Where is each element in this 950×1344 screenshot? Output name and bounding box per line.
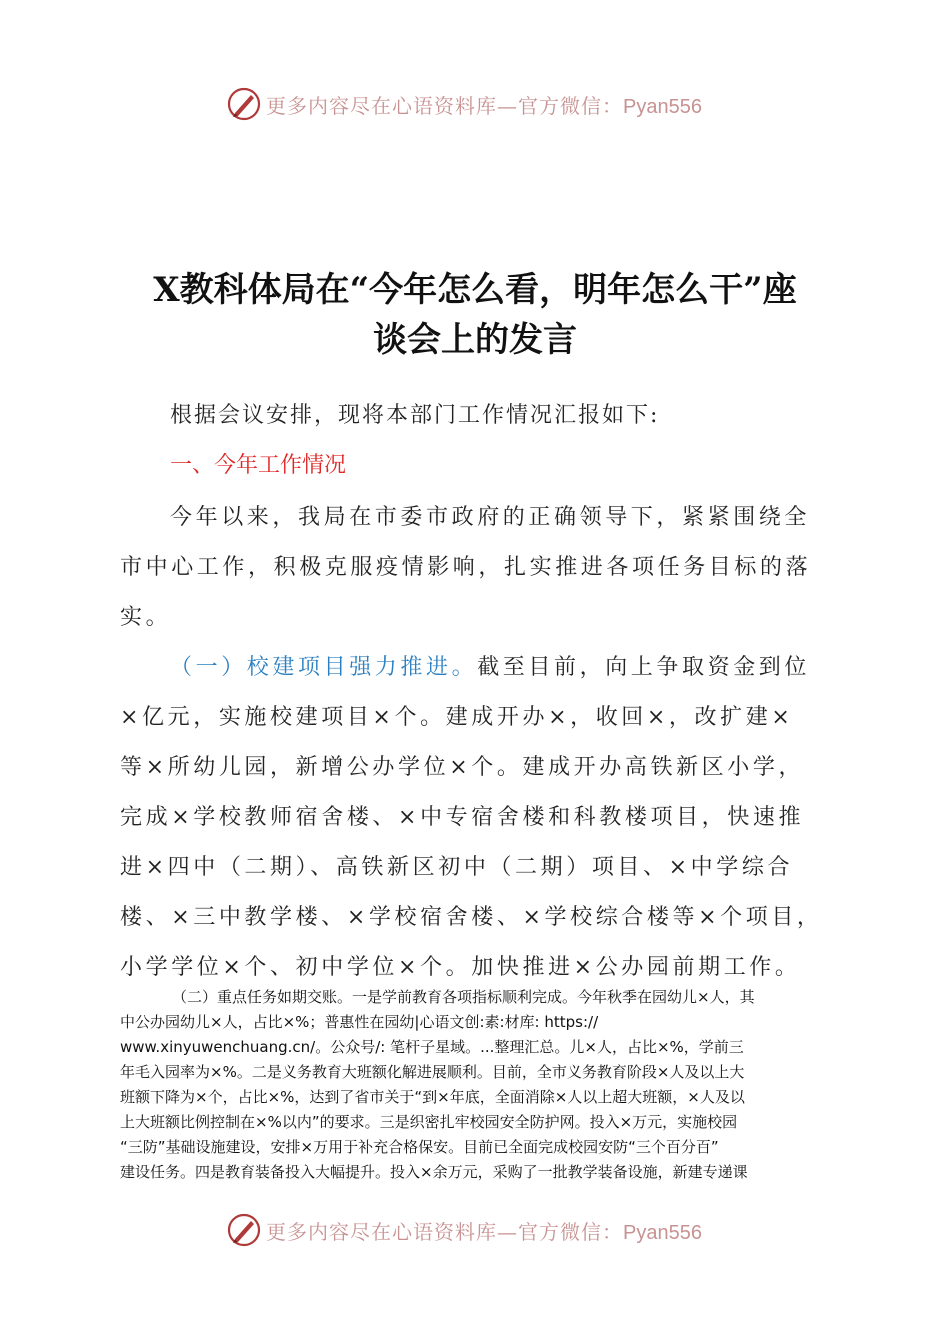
small-text-line: www.xinyuwenchuang.cn/。公众号/: 笔杆子星域。...整理汇总。儿×人，占比×%，学前三	[120, 1038, 744, 1056]
banner-slogan: 更多内容尽在心语资料库—官方微信：	[266, 94, 623, 118]
header-watermark-banner	[0, 84, 950, 124]
sub1-line: 进×四中（二期）、高铁新区初中（二期）项目、×中学综合	[120, 855, 794, 880]
small-text-line: （二）重点任务如期交账。一是学前教育各项指标顺利完成。今年秋季在园幼儿×人，其	[172, 988, 755, 1006]
section1-heading: 一、今年工作情况	[170, 453, 347, 478]
sub1-first-rest: 截至目前，向上争取资金到位	[477, 655, 811, 680]
small-text-line: 上大班额比例控制在×%以内”的要求。三是织密扎牢校园安全防护网。投入×万元，实施校园	[120, 1113, 738, 1131]
banner-text	[266, 90, 702, 119]
small-text-line: 建设任务。四是教育装备投入大幅提升。投入×余万元，采购了一批教学装备设施，新建专递课	[120, 1163, 748, 1181]
banner-wechat-id: Pyan556	[623, 1222, 702, 1244]
sub1-heading: （一）校建项目强力推进。	[170, 655, 478, 680]
sub1-line: 小学学位×个、初中学位×个。加快推进×公办园前期工作。	[120, 955, 801, 980]
sub1-line: 等×所幼儿园，新增公办学位×个。建成开办高铁新区小学，	[120, 755, 805, 780]
sub1-line: 楼、×三中教学楼、×学校宿舍楼、×学校综合楼等×个项目，	[120, 905, 823, 930]
small-text-line: 年毛入园率为×%。二是义务教育大班额化解进展顺利。目前，全市义务教育阶段×人及以上大	[120, 1063, 745, 1081]
pen-logo-icon	[226, 1212, 262, 1248]
document-title-line1: X教科体局在“今年怎么看，明年怎么干”座	[153, 270, 797, 310]
banner-text	[266, 1216, 702, 1245]
small-text-line: “三防”基础设施建设，安排×万用于补充合格保安。目前已全面完成校园安防“三个百分百”	[120, 1138, 719, 1156]
sub1-line: ×亿元，实施校建项目×个。建成开办×，收回×，改扩建×	[120, 705, 794, 730]
footer-watermark-banner	[0, 1210, 950, 1250]
small-text-line: 班额下降为×个，占比×%，达到了省市关于“到×年底，全面消除×人以上超大班额，×人及以	[120, 1088, 745, 1106]
pen-logo-icon	[226, 86, 262, 122]
para1-line3: 实。	[120, 605, 172, 630]
sub1-first-line	[170, 650, 882, 681]
para1-line2: 市中心工作，积极克服疫情影响，扎实推进各项任务目标的落	[120, 555, 812, 580]
para1-line1: 今年以来，我局在市委市政府的正确领导下，紧紧围绕全	[170, 505, 811, 530]
small-text-line: 中公办园幼儿×人，占比×%；普惠性在园幼|心语文创:素:材库: https://	[120, 1013, 599, 1031]
banner-wechat-id: Pyan556	[623, 96, 702, 118]
sub1-line: 完成×学校教师宿舍楼、×中专宿舍楼和科教楼项目，快速推	[120, 805, 805, 830]
intro-paragraph: 根据会议安排，现将本部门工作情况汇报如下:	[170, 403, 660, 428]
document-title-line2: 谈会上的发言	[373, 320, 577, 360]
banner-slogan: 更多内容尽在心语资料库—官方微信：	[266, 1220, 623, 1244]
